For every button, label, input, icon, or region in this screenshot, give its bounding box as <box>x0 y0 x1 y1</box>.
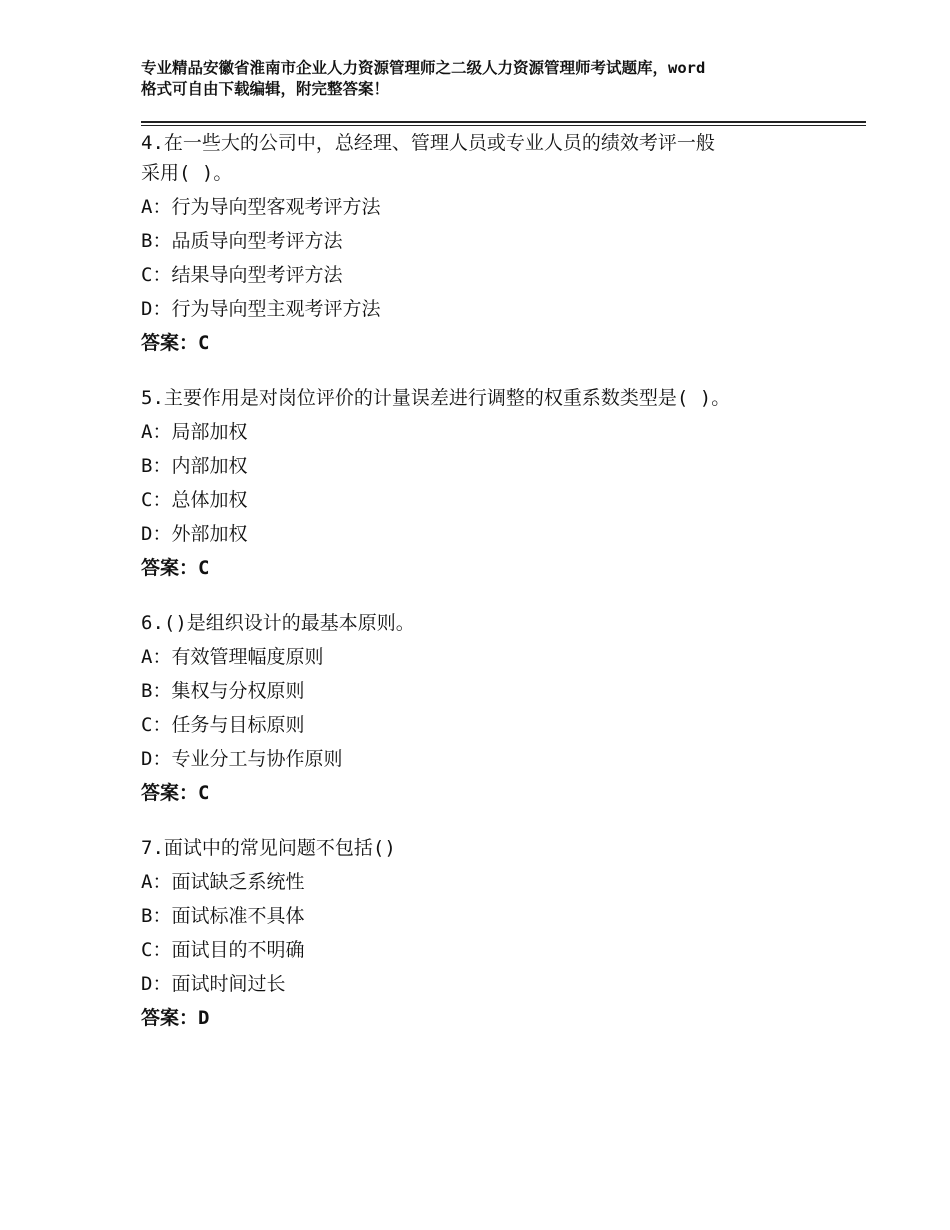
option-a: A：有效管理幅度原则 <box>141 646 324 668</box>
option-a: A：面试缺乏系统性 <box>141 871 305 893</box>
answer: 答案：C <box>141 557 210 579</box>
header-line-2: 格式可自由下载编辑，附完整答案！ <box>141 80 390 98</box>
option-b: B：面试标准不具体 <box>141 905 305 927</box>
header-divider-thin <box>141 125 866 126</box>
answer: 答案：C <box>141 332 210 354</box>
question-stem-line-1: 4.在一些大的公司中，总经理、管理人员或专业人员的绩效考评一般 <box>141 132 715 154</box>
question-stem-line-1: 5.主要作用是对岗位评价的计量误差进行调整的权重系数类型是( )。 <box>141 387 731 409</box>
answer: 答案：C <box>141 782 210 804</box>
option-b: B：品质导向型考评方法 <box>141 230 343 252</box>
option-d: D：面试时间过长 <box>141 973 286 995</box>
question-7 <box>141 833 831 1037</box>
question-stem <box>141 128 831 188</box>
question-5 <box>141 383 831 587</box>
question-stem <box>141 383 831 413</box>
question-list <box>141 128 831 1058</box>
document-header <box>141 58 831 100</box>
option-c: C：任务与目标原则 <box>141 714 305 736</box>
question-6 <box>141 608 831 812</box>
option-a: A：局部加权 <box>141 421 248 443</box>
question-stem-line-1: 7.面试中的常见问题不包括() <box>141 837 396 859</box>
question-stem-line-2: 采用( )。 <box>141 162 233 184</box>
option-c: C：面试目的不明确 <box>141 939 305 961</box>
option-b: B：内部加权 <box>141 455 248 477</box>
option-a: A：行为导向型客观考评方法 <box>141 196 381 218</box>
option-d: D：行为导向型主观考评方法 <box>141 298 381 320</box>
option-d: D：专业分工与协作原则 <box>141 748 343 770</box>
answer: 答案：D <box>141 1007 210 1029</box>
option-c: C：结果导向型考评方法 <box>141 264 343 286</box>
question-stem <box>141 608 831 638</box>
option-d: D：外部加权 <box>141 523 248 545</box>
question-stem <box>141 833 831 863</box>
header-divider-thick <box>141 121 866 123</box>
option-c: C：总体加权 <box>141 489 248 511</box>
header-line-1: 专业精品安徽省淮南市企业人力资源管理师之二级人力资源管理师考试题库，word <box>141 59 706 77</box>
question-stem-line-1: 6.()是组织设计的最基本原则。 <box>141 612 415 634</box>
question-4 <box>141 128 831 362</box>
option-b: B：集权与分权原则 <box>141 680 305 702</box>
